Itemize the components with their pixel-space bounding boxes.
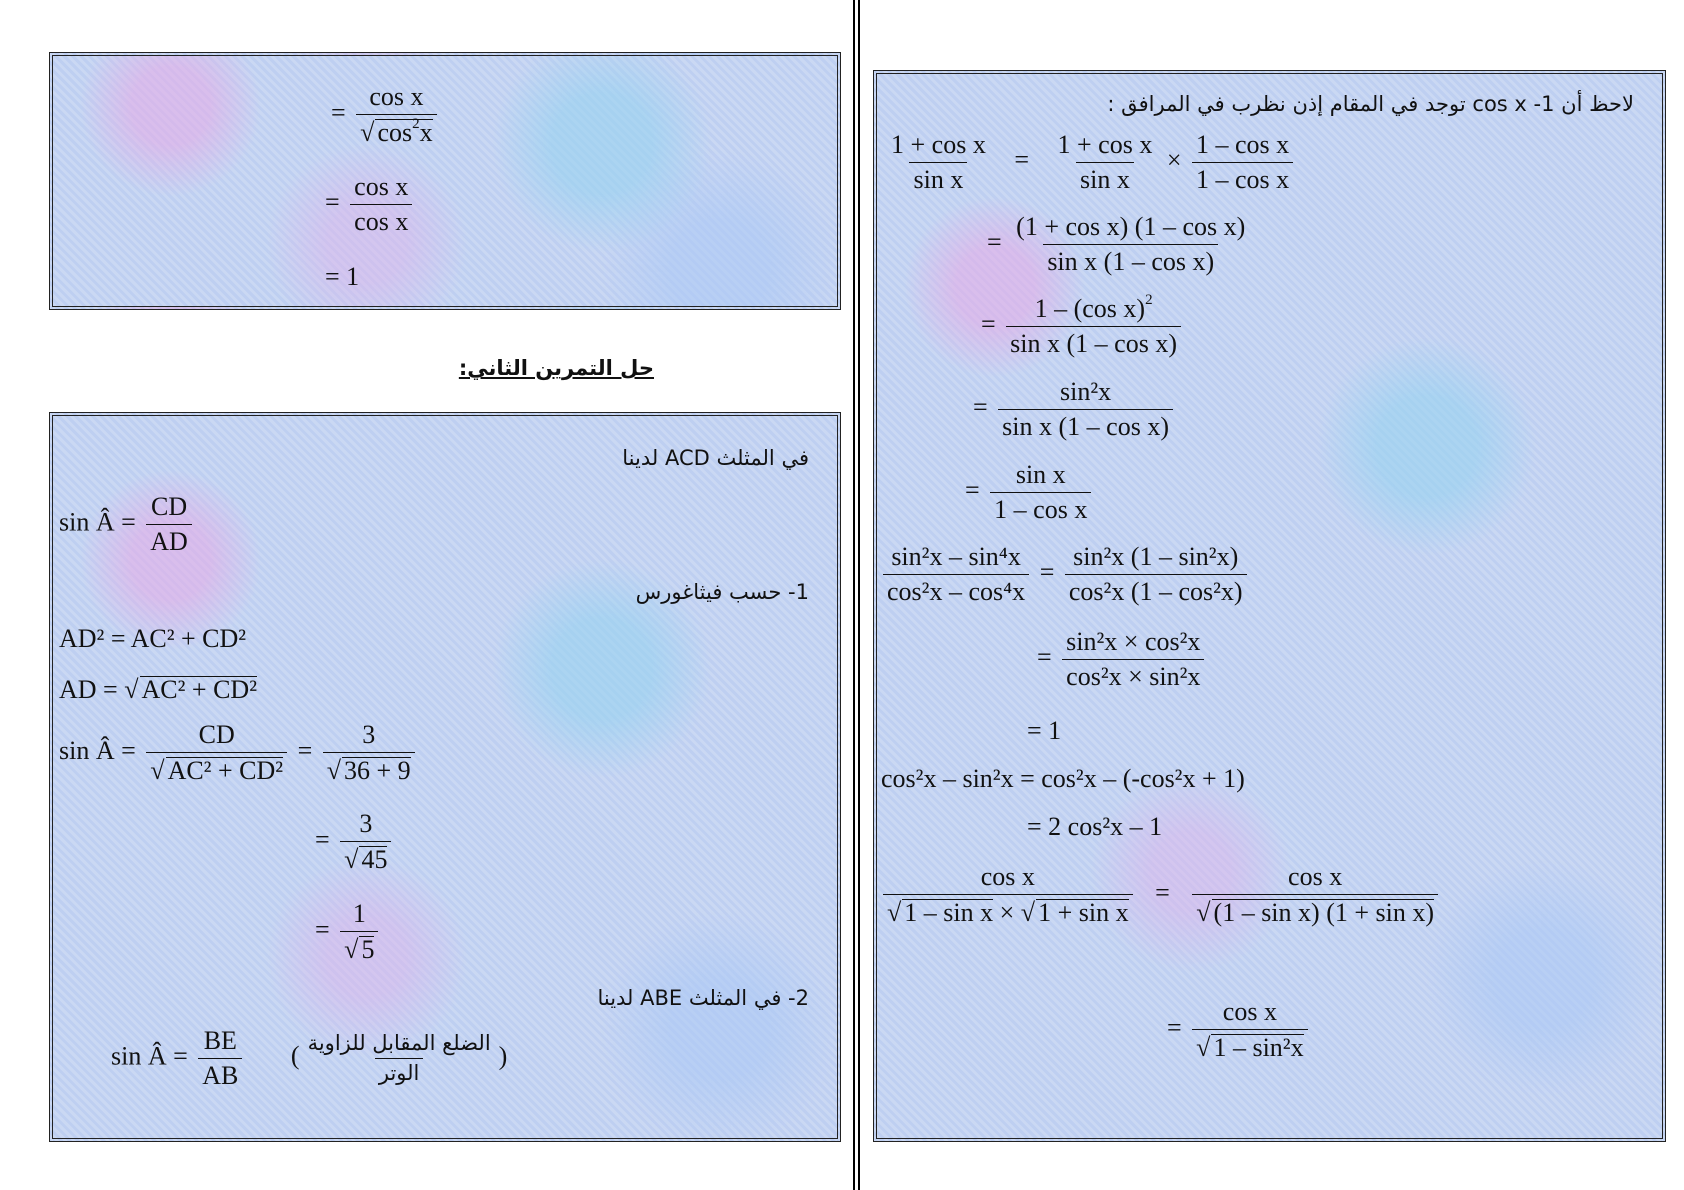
sin-a-computation: sin Â = $\frac{CD}{\text{√ AC² + CD²}}$ = $\frac{3}{√ 36 + 9}$ <box>59 722 419 784</box>
step-sin-squared: = $\frac{\text{sin²x}}{\text{sin x (1 – cos x)}}$ <box>973 379 1177 440</box>
radical-result: = $\frac{\text{cos x}}{\text{√ 1 – sin²x}}$ <box>1167 999 1312 1061</box>
eq-line-2: = $\frac{\text{cos x}}{\text{cos x}}$ <box>325 174 416 235</box>
exercise-2-heading: حل التمرين الثاني: <box>458 356 654 380</box>
cos-identity-result: = 2 cos²x – 1 <box>1027 812 1163 841</box>
sin-a-abe: sin Â = $\frac{BE}{AB}$ ( الضلع المقابل للزاوية الوتر ) <box>111 1026 508 1090</box>
identity-simplify: = $\frac{\text{sin²x × cos²x}}{\text{cos²x × sin²x}}$ <box>1037 629 1208 690</box>
eq-line-1: = $\frac{\text{cos x}}{√ \cos^2x}$ <box>331 84 441 146</box>
identity-result: = 1 <box>1027 716 1062 745</box>
ad-equation: AD = √ AC² + CD² <box>59 675 257 704</box>
conjugate-multiply: $\frac{\text{1 + cos x}}{\text{sin x}}$ = $\frac{\text{1 + cos x}}{\text{sin x}}$ × $\frac{\text{1 – cos x}}{\text{1 – cos x}}$ <box>883 132 1297 193</box>
step-result: = $\frac{\text{sin x}}{\text{1 – cos x}}$ <box>965 462 1095 523</box>
column-divider <box>853 0 860 1190</box>
eq-line-3: = 1 <box>325 262 360 291</box>
step-square: = $\frac{1 - (\cos x)^2}{\text{sin x (1 – cos x)}}$ <box>981 296 1185 357</box>
solution-box-exercise-2 <box>49 412 841 1142</box>
triangle-acd-intro: في المثلث ACD لدينا <box>622 446 809 470</box>
cos-identity: cos²x – sin²x = cos²x – (-cos²x + 1) <box>881 764 1245 793</box>
radical-product: $\frac{\text{cos x}}{\text{√ 1 – sin x × √ 1 + sin x}}$ = $\frac{\text{cos x}}{\text{√ (1 – sin x) (1 + sin x)}}$ <box>879 864 1442 926</box>
sin-a-step-45: = $\frac{3}{√ 45}$ <box>315 811 395 873</box>
identity-factor: $\frac{\text{sin²x – sin⁴x}}{\text{cos²x – cos⁴x}}$ = $\frac{\text{sin²x (1 – sin²x)}}{\text{cos²x (1 – cos²x)}}$ <box>879 544 1251 605</box>
triangle-abe-intro: 2- في المثلث ABE لدينا <box>597 986 809 1010</box>
conjugate-note: لاحظ أن 1- cos x توجد في المقام إذن نظرب في المرافق : <box>1107 92 1634 116</box>
solution-box-top-left <box>49 52 841 310</box>
pythagoras-step: 1- حسب فيثاغورس <box>635 580 809 604</box>
solution-box-right <box>873 70 1666 1142</box>
step-product: = $\frac{\text{(1 + cos x) (1 – cos x)}}{\text{sin x (1 – cos x)}}$ <box>987 212 1246 276</box>
sin-a-definition: sin Â = $\frac{CD}{AD}$ <box>59 494 196 555</box>
pythagoras-equation: AD² = AC² + CD² <box>59 624 247 653</box>
sin-a-step-5: = $\frac{1}{√ 5}$ <box>315 901 382 963</box>
